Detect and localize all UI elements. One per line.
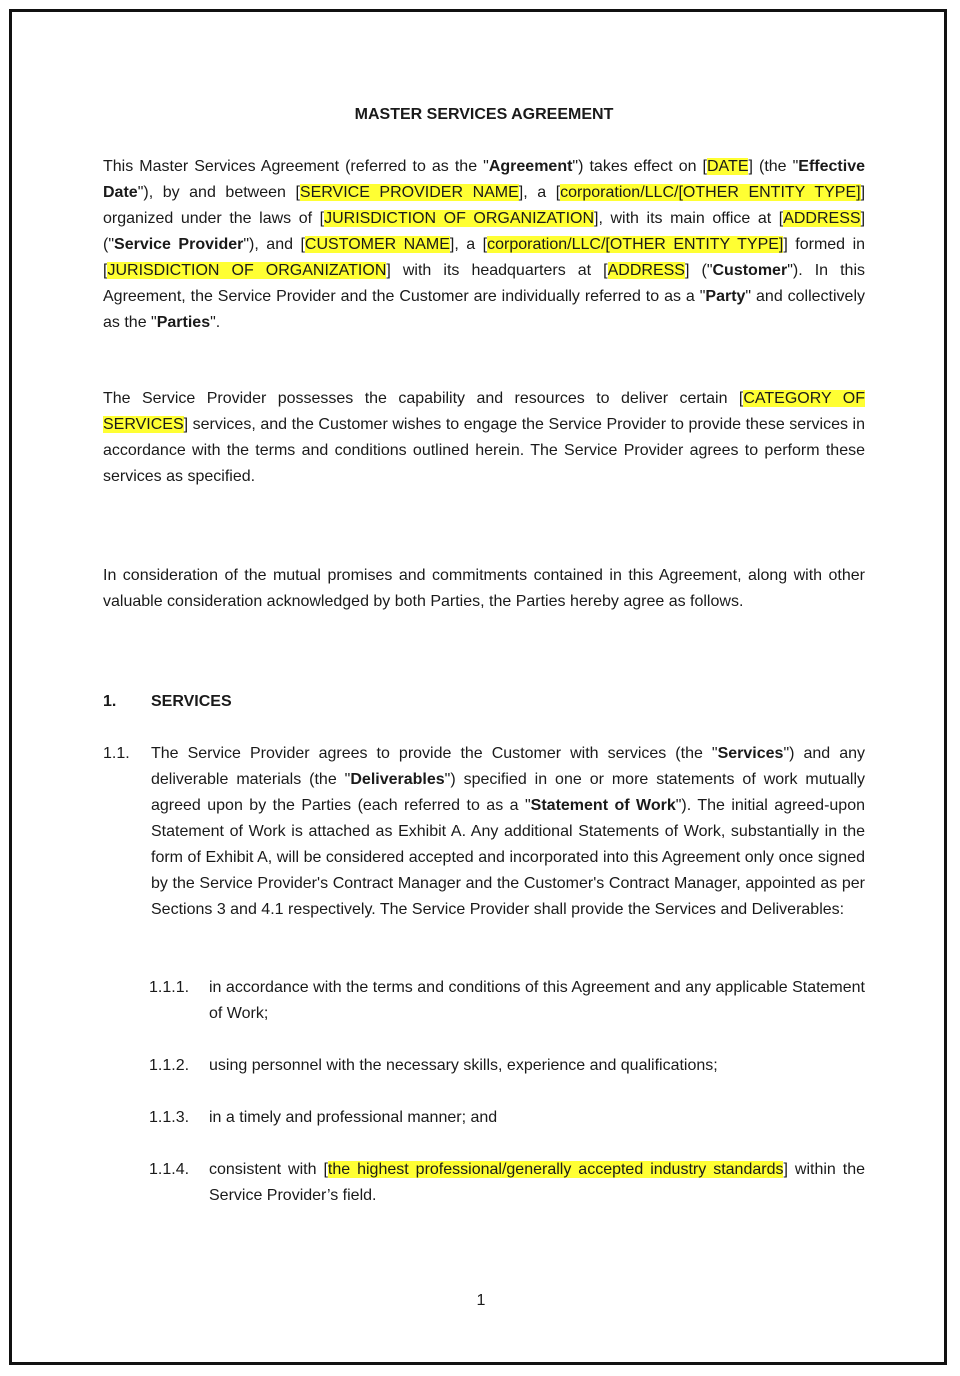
defined-term: Agreement bbox=[488, 158, 573, 175]
defined-term: Customer bbox=[712, 262, 788, 279]
placeholder-customer-name: CUSTOMER NAME bbox=[304, 236, 450, 253]
subclause-number: 1.1.4. bbox=[149, 1161, 190, 1178]
defined-term: Deliverables bbox=[350, 771, 445, 788]
placeholder-standard: the highest professional/generally accepted industry standards bbox=[327, 1161, 784, 1178]
subclause-1-1-2 bbox=[149, 1053, 865, 1079]
placeholder-customer-jurisdiction: JURISDICTION OF ORGANIZATION bbox=[107, 262, 387, 279]
section-number: 1. bbox=[103, 693, 117, 710]
defined-term: Statement of Work bbox=[530, 797, 676, 814]
placeholder-provider-name: SERVICE PROVIDER NAME bbox=[299, 184, 519, 201]
defined-term: Service Provider bbox=[114, 236, 244, 253]
document-page bbox=[9, 9, 947, 1365]
subclause-text: in accordance with the terms and conditions of this Agreement and any applicable Statement of Work; bbox=[209, 979, 865, 1022]
clause-text: The Service Provider agrees to provide the Customer with services (the "Services") and any deliverable materials (the "Deliverables") specified in one or more statements of work mutually agreed upon by the Parties (each referred to as a "Statement of Work"). The initial agreed-upon Statement of Work is attached as Exhibit A. Any additional Statements of Work, substantially in the form of Exhibit A, will be considered accepted and incorporated into this Agreement only once signed by the Service Provider's Contract Manager and the Customer's Contract Manager, appointed as per Sections 3 and 4.1 respectively. The Service Provider shall provide the Services and Deliverables: bbox=[151, 745, 866, 918]
subclause-number: 1.1.3. bbox=[149, 1109, 190, 1126]
section-heading bbox=[103, 689, 232, 715]
subclause-text: in a timely and professional manner; and bbox=[209, 1109, 498, 1126]
subclause-text: using personnel with the necessary skills, experience and qualifications; bbox=[209, 1057, 718, 1074]
subclause-1-1-3 bbox=[149, 1105, 865, 1131]
defined-term: Effective Date bbox=[103, 158, 865, 201]
defined-term: Services bbox=[717, 745, 784, 762]
placeholder-date: DATE bbox=[707, 158, 749, 175]
subclause-1-1-1 bbox=[149, 975, 865, 1027]
background-paragraph: The Service Provider possesses the capability and resources to deliver certain [CATEGORY OF SERVICES] services, and the Customer wishes to engage the Service Provider to provide these services in accordance with the terms and conditions outlined herein. The Service Provider agrees to perform these services as specified. bbox=[103, 390, 866, 485]
subclause-text: consistent with [the highest professional/generally accepted industry standards] within the Service Provider’s field. bbox=[209, 1161, 866, 1204]
defined-term: Parties bbox=[156, 314, 211, 331]
placeholder-provider-jurisdiction: JURISDICTION OF ORGANIZATION bbox=[324, 210, 595, 227]
intro-paragraph: This Master Services Agreement (referred to as the "Agreement") takes effect on [DATE] (the "Effective Date"), by and between [SERVICE PROVIDER NAME], a [corporation/LLC/[OTHER ENTITY TYPE]] organized under the laws of [JURISDICTION OF ORGANIZATION], with its main office at [ADDRESS] ("Service Provider"), and [CUSTOMER NAME], a [corporation/LLC/[OTHER ENTITY TYPE]] formed in [JURISDICTION OF ORGANIZATION] with its headquarters at [ADDRESS] ("Customer"). In this Agreement, the Service Provider and the Customer are individually referred to as a "Party" and collectively as the "Parties". bbox=[103, 158, 866, 331]
clause-number: 1.1. bbox=[103, 745, 130, 762]
section-title: SERVICES bbox=[151, 693, 232, 710]
clause-1-1 bbox=[103, 741, 865, 923]
placeholder-provider-entity: corporation/LLC/[OTHER ENTITY TYPE] bbox=[560, 184, 861, 201]
page-number: 1 bbox=[476, 1292, 486, 1309]
placeholder-customer-address: ADDRESS bbox=[607, 262, 685, 279]
subclause-number: 1.1.1. bbox=[149, 979, 190, 996]
consideration-paragraph: In consideration of the mutual promises and commitments contained in this Agreement, along with other valuable consideration acknowledged by both Parties, the Parties hereby agree as follows. bbox=[103, 567, 865, 610]
subclause-1-1-4 bbox=[149, 1157, 865, 1209]
placeholder-category: CATEGORY OF SERVICES bbox=[103, 390, 866, 433]
placeholder-customer-entity: corporation/LLC/[OTHER ENTITY TYPE] bbox=[487, 236, 784, 253]
defined-term: Party bbox=[705, 288, 746, 305]
placeholder-provider-address: ADDRESS bbox=[783, 210, 861, 227]
document-title: MASTER SERVICES AGREEMENT bbox=[354, 106, 614, 123]
subclause-number: 1.1.2. bbox=[149, 1057, 190, 1074]
